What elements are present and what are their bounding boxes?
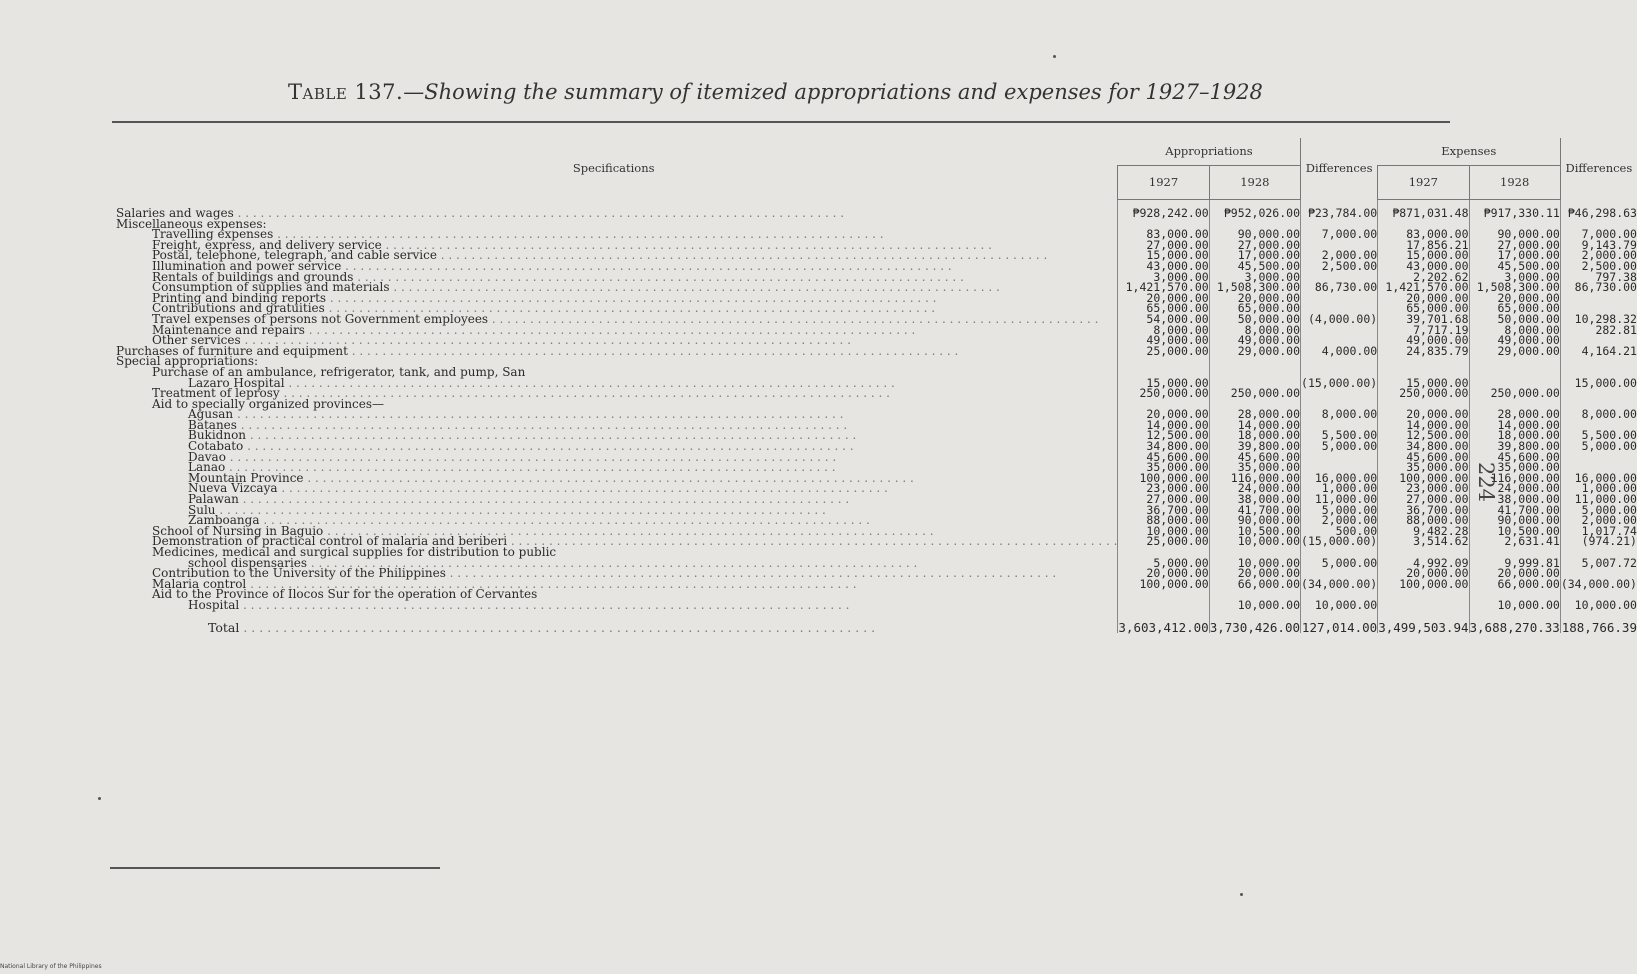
- cell-adiff: 4,000.00: [1301, 346, 1378, 357]
- print-speck: [98, 797, 101, 800]
- cell-e1928: 41,700.00: [1469, 505, 1560, 516]
- cell-ediff: 5,000.00: [1560, 505, 1637, 516]
- cell-adiff: 500.00: [1301, 526, 1378, 537]
- row-label: Aid to the Province of Ilocos Sur for the operation of Cervantes: [152, 587, 538, 602]
- cell-adiff: [1301, 356, 1378, 367]
- cell-a1927: 1,421,570.00: [1118, 282, 1209, 293]
- cell-adiff: 1,000.00: [1301, 483, 1378, 494]
- header-appropriations-1928: 1928: [1209, 166, 1300, 200]
- cell-ediff: (974.21): [1560, 536, 1637, 547]
- cell-a1928: 27,000.00: [1209, 240, 1300, 251]
- row-label: Lazaro Hospital: [188, 375, 285, 390]
- cell-a1927: 12,500.00: [1118, 430, 1209, 441]
- cell-a1927: 34,800.00: [1118, 441, 1209, 452]
- row-label: Travel expenses of persons not Government employees: [152, 311, 489, 326]
- row-specification: [110, 343, 1118, 358]
- row-label: Nueva Vizcaya: [188, 481, 278, 496]
- cell-a1927: 65,000.00: [1118, 303, 1209, 314]
- cell-e1928: 49,000.00: [1469, 335, 1560, 346]
- cell-ediff: 282.81: [1560, 325, 1637, 336]
- row-label: Consumption of supplies and materials: [152, 280, 390, 295]
- row-label: Cotabato: [188, 439, 244, 454]
- cell-e1927: [1378, 589, 1469, 600]
- cell-adiff: 5,000.00: [1301, 558, 1378, 569]
- cell-a1928: 250,000.00: [1209, 388, 1300, 399]
- cell-e1927: 88,000.00: [1378, 515, 1469, 526]
- leader-dots: . . . . . . . . . . . . . . . . . . . . . . . . . . . . . . . . . . . . . . . . . . . . . . . . . . . . . . . . . . . . . . . . . . . . . . . . . . . . . . . .: [381, 237, 992, 252]
- cell-a1928: 28,000.00: [1209, 409, 1300, 420]
- cell-e1928: 3,688,270.33: [1469, 611, 1560, 634]
- cell-ediff: 11,000.00: [1560, 494, 1637, 505]
- cell-a1927: 43,000.00: [1118, 261, 1209, 272]
- cell-adiff: 2,000.00: [1301, 250, 1378, 261]
- cell-a1928: 20,000.00: [1209, 568, 1300, 579]
- leader-dots: . . . . . . . . . . . . . . . . . . . . . . . . . . . . . . . . . . . . . . . . . . . . . . . . . . . . . . . . . . . . . . . . . . . . . . . . . . . . . . . .: [243, 439, 854, 454]
- cell-a1928: 49,000.00: [1209, 335, 1300, 346]
- leader-dots: . . . . . . . . . . . . . . . . . . . . . . . . . . . . . . . . . . . . . . . . . . . . . . . . . . . . . . . . . . . . . . . . . . . . . . . . . . . . . . . .: [246, 576, 857, 591]
- cell-e1927: ₱871,031.48: [1378, 208, 1469, 219]
- cell-e1928: 9,999.81: [1469, 558, 1560, 569]
- row-label: Aid to specially organized provinces—: [152, 396, 385, 411]
- leader-dots: . . . . . . . . . . . . . . . . . . . . . . . . . . . . . . . . . . . . . . . . . . . . . . . . . . . . . . . . . . . . . . . . . . . . . . . . . . . . . . . .: [488, 311, 1099, 326]
- cell-adiff: ₱23,784.00: [1301, 208, 1378, 219]
- row-label: Printing and binding reports: [152, 290, 327, 305]
- cell-e1927: 65,000.00: [1378, 303, 1469, 314]
- top-rule: [112, 121, 1450, 123]
- row-label: Lanao: [188, 460, 226, 475]
- bottom-rule: [110, 867, 440, 869]
- leader-dots: . . . . . . . . . . . . . . . . . . . . . . . . . . . . . . . . . . . . . . . . . . . . . . . . . . . . . . . . . . . . . . . . . . . . . . . . . . . . . . . .: [279, 386, 890, 401]
- cell-e1928: [1469, 356, 1560, 367]
- cell-e1928: 20,000.00: [1469, 293, 1560, 304]
- cell-e1927: 3,499,503.94: [1378, 611, 1469, 634]
- cell-adiff: 11,000.00: [1301, 494, 1378, 505]
- cell-adiff: 10,000.00: [1301, 600, 1378, 611]
- cell-a1927: 10,000.00: [1118, 526, 1209, 537]
- cell-a1927: 15,000.00: [1118, 250, 1209, 261]
- cell-e1928: 29,000.00: [1469, 346, 1560, 357]
- row-label: Miscellaneous expenses:: [116, 216, 267, 231]
- row-label: School of Nursing in Baguio: [152, 523, 324, 538]
- cell-ediff: 16,000.00: [1560, 473, 1637, 484]
- cell-e1928: 35,000.00: [1469, 462, 1560, 473]
- leader-dots: . . . . . . . . . . . . . . . . . . . . . . . . . . . . . . . . . . . . . . . . . . . . . . . . . . . . . . . . . . . . . . . . . . . . . . . . . . . . . . . .: [246, 428, 857, 443]
- row-label: Agusan: [188, 407, 234, 422]
- row-label: Zamboanga: [188, 513, 260, 528]
- cell-e1927: 43,000.00: [1378, 261, 1469, 272]
- row-label: Sulu: [188, 502, 216, 517]
- cell-adiff: (4,000.00): [1301, 314, 1378, 325]
- table-row: [110, 208, 1637, 219]
- cell-adiff: (15,000.00): [1301, 375, 1378, 390]
- cell-a1928: 29,000.00: [1209, 346, 1300, 357]
- row-label: Other services: [152, 333, 241, 348]
- leader-dots: . . . . . . . . . . . . . . . . . . . . . . . . . . . . . . . . . . . . . . . . . . . . . . . . . . . . . . . . . . . . . . . . . . . . . . . . . . . . . . . .: [238, 492, 850, 507]
- cell-e1927: 17,856.21: [1378, 240, 1469, 251]
- cell-ediff: 8,000.00: [1560, 409, 1637, 420]
- cell-a1927: ₱928,242.00: [1118, 208, 1209, 219]
- cell-e1928: 90,000.00: [1469, 229, 1560, 240]
- cell-e1928: 38,000.00: [1469, 494, 1560, 505]
- cell-a1927: 3,603,412.00: [1118, 611, 1209, 634]
- row-label: Illumination and power service: [152, 258, 342, 273]
- row-label: Contribution to the University of the Philippines: [152, 566, 446, 581]
- cell-ediff: 5,007.72: [1560, 558, 1637, 569]
- row-label: Bukidnon: [188, 428, 247, 443]
- cell-a1927: 14,000.00: [1118, 420, 1209, 431]
- cell-a1927: 20,000.00: [1118, 409, 1209, 420]
- cell-a1927: 8,000.00: [1118, 325, 1209, 336]
- row-label: Treatment of leprosy: [152, 386, 280, 401]
- cell-a1927: 23,000.00: [1118, 483, 1209, 494]
- cell-ediff: 797.38: [1560, 272, 1637, 283]
- print-speck: [1053, 55, 1056, 58]
- leader-dots: . . . . . . . . . . . . . . . . . . . . . . . . . . . . . . . . . . . . . . . . . . . . . . . . . . . . . . . . . . . . . . . . . . . . . . . . . . . . . . . .: [436, 248, 1048, 263]
- cell-ediff: 2,000.00: [1560, 515, 1637, 526]
- leader-dots: . . . . . . . . . . . . . . . . . . . . . . . . . . . . . . . . . . . . . . . . . . . . . . . . . . . . . . . . . . . . . . . . . . . . . . . . . . . . . . . .: [225, 449, 837, 464]
- leader-dots: . . . . . . . . . . . . . . . . . . . . . . . . . . . . . . . . . . . . . . . . . . . . . . . . . . . . . . . . . . . . . . . . . . . . . . . . . . . . . . . .: [225, 460, 836, 475]
- row-label: Total: [208, 619, 240, 635]
- cell-e1927: 23,000.00: [1378, 483, 1469, 494]
- leader-dots: . . . . . . . . . . . . . . . . . . . . . . . . . . . . . . . . . . . . . . . . . . . . . . . . . . . . . . . . . . . . . . . . . . . . . . . . . . . . . . . .: [445, 566, 1057, 581]
- header-expenses: Expenses: [1441, 144, 1497, 159]
- appropriations-table: [110, 138, 1637, 633]
- leader-dots: . . . . . . . . . . . . . . . . . . . . . . . . . . . . . . . . . . . . . . . . . . . . . . . . . . . . . . . . . . . . . . . . . . . . . . . . . . . . . . . .: [303, 470, 914, 485]
- cell-e1928: 45,500.00: [1469, 261, 1560, 272]
- row-label: Special appropriations:: [116, 354, 259, 369]
- cell-e1928: 50,000.00: [1469, 314, 1560, 325]
- header-expenses-1927: 1927: [1378, 166, 1469, 200]
- cell-adiff: (15,000.00): [1301, 534, 1378, 549]
- cell-adiff: 2,500.00: [1301, 261, 1378, 272]
- cell-ediff: [1560, 356, 1637, 367]
- cell-a1928: ₱952,026.00: [1209, 208, 1300, 219]
- cell-a1927: 88,000.00: [1118, 515, 1209, 526]
- leader-dots: . . . . . . . . . . . . . . . . . . . . . . . . . . . . . . . . . . . . . . . . . . . . . . . . . . . . . . . . . . . . . . . . . . . . . . . . . . . . . . . .: [236, 417, 848, 432]
- leader-dots: . . . . . . . . . . . . . . . . . . . . . . . . . . . . . . . . . . . . . . . . . . . . . . . . . . . . . . . . . . . . . . . . . . . . . . . . . . . . . . . .: [326, 290, 937, 305]
- leader-dots: . . . . . . . . . . . . . . . . . . . . . . . . . . . . . . . . . . . . . . . . . . . . . . . . . . . . . . . . . . . . . . . . . . . . . . . . . . . . . . . .: [353, 269, 964, 284]
- cell-adiff: [1301, 293, 1378, 304]
- cell-a1928: 1,508,300.00: [1209, 282, 1300, 293]
- cell-ediff: 5,500.00: [1560, 430, 1637, 441]
- cell-adiff: [1301, 452, 1378, 463]
- cell-adiff: 7,000.00: [1301, 229, 1378, 240]
- cell-a1927: 36,700.00: [1118, 505, 1209, 516]
- cell-adiff: 5,000.00: [1301, 441, 1378, 452]
- cell-a1928: 35,000.00: [1209, 462, 1300, 473]
- cell-e1927: 15,000.00: [1378, 250, 1469, 261]
- header-specifications: Specifications: [572, 161, 655, 176]
- cell-ediff: 86,730.00: [1560, 282, 1637, 293]
- header-appropriations-differences: Differences: [1301, 138, 1378, 200]
- row-label: Salaries and wages: [116, 206, 234, 220]
- leader-dots: . . . . . . . . . . . . . . . . . . . . . . . . . . . . . . . . . . . . . . . . . . . . . . . . . . . . . . . . . . . . . . . . . . . . . . . . . . . . . . . .: [507, 534, 1118, 549]
- print-speck: [1240, 893, 1243, 896]
- cell-a1928: 8,000.00: [1209, 325, 1300, 336]
- cell-a1928: 18,000.00: [1209, 430, 1300, 441]
- cell-a1928: 50,000.00: [1209, 314, 1300, 325]
- cell-a1928: 65,000.00: [1209, 303, 1300, 314]
- cell-adiff: 5,500.00: [1301, 430, 1378, 441]
- cell-a1928: 17,000.00: [1209, 250, 1300, 261]
- leader-dots: . . . . . . . . . . . . . . . . . . . . . . . . . . . . . . . . . . . . . . . . . . . . . . . . . . . . . . . . . . . . . . . . . . . . . . . . . . . . . . . .: [259, 513, 870, 528]
- cell-e1927: 34,800.00: [1378, 441, 1469, 452]
- cell-adiff: 5,000.00: [1301, 505, 1378, 516]
- table-body: [110, 200, 1637, 634]
- cell-e1927: 24,835.79: [1378, 346, 1469, 357]
- cell-a1927: 54,000.00: [1118, 314, 1209, 325]
- cell-e1927: 20,000.00: [1378, 568, 1469, 579]
- cell-e1927: 1,421,570.00: [1378, 282, 1469, 293]
- cell-a1928: 38,000.00: [1209, 494, 1300, 505]
- cell-a1927: 20,000.00: [1118, 568, 1209, 579]
- cell-a1928: 90,000.00: [1209, 229, 1300, 240]
- cell-e1927: 27,000.00: [1378, 494, 1469, 505]
- cell-ediff: (34,000.00): [1560, 576, 1637, 591]
- cell-e1928: 14,000.00: [1469, 420, 1560, 431]
- cell-a1927: 35,000.00: [1118, 462, 1209, 473]
- row-label: Travelling expenses: [152, 227, 274, 242]
- cell-e1928: 28,000.00: [1469, 409, 1560, 420]
- leader-dots: . . . . . . . . . . . . . . . . . . . . . . . . . . . . . . . . . . . . . . . . . . . . . . . . . . . . . . . . . . . . . . . . . . . . . . . . . . . . . . . .: [347, 343, 959, 358]
- leader-dots: . . . . . . . . . . . . . . . . . . . . . . . . . . . . . . . . . . . . . . . . . . . . . . . . . . . . . . . . . . . . . . . . . . . . . . . . . . . . . . . .: [239, 619, 876, 635]
- cell-ediff: ₱46,298.63: [1560, 208, 1637, 219]
- cell-a1928: 39,800.00: [1209, 441, 1300, 452]
- row-label: school dispensaries: [188, 555, 308, 570]
- cell-e1928: 250,000.00: [1469, 388, 1560, 399]
- cell-a1927: 100,000.00: [1118, 473, 1209, 484]
- cell-e1927: 39,701.68: [1378, 314, 1469, 325]
- cell-e1927: [1378, 600, 1469, 611]
- cell-ediff: 4,164.21: [1560, 346, 1637, 357]
- cell-ediff: 5,000.00: [1560, 441, 1637, 452]
- cell-e1927: 2,202.62: [1378, 272, 1469, 283]
- cell-e1927: 14,000.00: [1378, 420, 1469, 431]
- cell-e1928: 1,508,300.00: [1469, 282, 1560, 293]
- cell-ediff: 9,143.79: [1560, 240, 1637, 251]
- cell-a1927: 25,000.00: [1118, 536, 1209, 547]
- cell-a1927: 20,000.00: [1118, 293, 1209, 304]
- cell-a1928: 90,000.00: [1209, 515, 1300, 526]
- row-label: Freight, express, and delivery service: [152, 237, 382, 252]
- leader-dots: . . . . . . . . . . . . . . . . . . . . . . . . . . . . . . . . . . . . . . . . . . . . . . . . . . . . . . . . . . . . . . . . . . . . . . . . . . . . . . . .: [239, 597, 850, 612]
- cell-adiff: 8,000.00: [1301, 409, 1378, 420]
- cell-e1927: 100,000.00: [1378, 579, 1469, 590]
- total-row: [110, 611, 1637, 634]
- cell-e1928: 39,800.00: [1469, 441, 1560, 452]
- cell-e1927: 45,600.00: [1378, 452, 1469, 463]
- cell-ediff: 188,766.39: [1560, 611, 1637, 634]
- cell-a1928: 41,700.00: [1209, 505, 1300, 516]
- cell-adiff: [1301, 325, 1378, 336]
- cell-e1928: 8,000.00: [1469, 325, 1560, 336]
- header-appropriations: Appropriations: [1165, 144, 1253, 159]
- cell-a1927: 100,000.00: [1118, 579, 1209, 590]
- cell-ediff: 2,500.00: [1560, 261, 1637, 272]
- table-row: [110, 600, 1637, 611]
- cell-a1928: 20,000.00: [1209, 293, 1300, 304]
- row-label: Mountain Province: [188, 470, 304, 485]
- leader-dots: . . . . . . . . . . . . . . . . . . . . . . . . . . . . . . . . . . . . . . . . . . . . . . . . . . . . . . . . . . . . . . . . . . . . . . . . . . . . . . . .: [273, 227, 884, 242]
- row-label: Medicines, medical and surgical supplies for distribution to public: [152, 545, 557, 559]
- cell-e1928: 116,000.00: [1469, 473, 1560, 484]
- cell-a1928: 66,000.00: [1209, 579, 1300, 590]
- cell-e1927: 100,000.00: [1378, 473, 1469, 484]
- row-label: Postal, telephone, telegraph, and cable service: [152, 248, 437, 263]
- cell-e1927: 12,500.00: [1378, 430, 1469, 441]
- cell-e1927: 20,000.00: [1378, 293, 1469, 304]
- cell-a1928: 45,500.00: [1209, 261, 1300, 272]
- cell-e1927: 36,700.00: [1378, 505, 1469, 516]
- leader-dots: . . . . . . . . . . . . . . . . . . . . . . . . . . . . . . . . . . . . . . . . . . . . . . . . . . . . . . . . . . . . . . . . . . . . . . . . . . . . . . . .: [233, 407, 844, 422]
- row-specification: [110, 611, 1118, 634]
- cell-a1928: 24,000.00: [1209, 483, 1300, 494]
- leader-dots: . . . . . . . . . . . . . . . . . . . . . . . . . . . . . . . . . . . . . . . . . . . . . . . . . . . . . . . . . . . . . . . . . . . . . . . . . . . . . . . .: [284, 375, 895, 390]
- row-specification: [110, 597, 1118, 612]
- row-label: Davao: [188, 449, 226, 464]
- row-label: Maintenance and repairs: [152, 322, 305, 337]
- cell-e1927: 7,717.19: [1378, 325, 1469, 336]
- cell-a1928: [1209, 367, 1300, 378]
- cell-a1927: 49,000.00: [1118, 335, 1209, 346]
- cell-e1927: 250,000.00: [1378, 388, 1469, 399]
- leader-dots: . . . . . . . . . . . . . . . . . . . . . . . . . . . . . . . . . . . . . . . . . . . . . . . . . . . . . . . . . . . . . . . . . . . . . . . . . . . . . . . .: [324, 301, 936, 316]
- leader-dots: . . . . . . . . . . . . . . . . . . . . . . . . . . . . . . . . . . . . . . . . . . . . . . . . . . . . . . . . . . . . . . . . . . . . . . . . . . . . . . . .: [389, 280, 1000, 295]
- cell-a1927: 45,600.00: [1118, 452, 1209, 463]
- cell-ediff: [1560, 388, 1637, 399]
- cell-e1928: [1469, 367, 1560, 378]
- cell-a1928: 10,000.00: [1209, 558, 1300, 569]
- header-appropriations-1927: 1927: [1118, 166, 1209, 200]
- cell-e1928: 2,631.41: [1469, 536, 1560, 547]
- cell-e1928: 45,600.00: [1469, 452, 1560, 463]
- cell-ediff: [1560, 452, 1637, 463]
- cell-ediff: 2,000.00: [1560, 250, 1637, 261]
- cell-e1928: ₱917,330.11: [1469, 208, 1560, 219]
- cell-ediff: 1,000.00: [1560, 483, 1637, 494]
- footer-credit: National Library of the Philippines: [0, 963, 102, 970]
- cell-a1927: 27,000.00: [1118, 494, 1209, 505]
- cell-e1927: 83,000.00: [1378, 229, 1469, 240]
- cell-e1927: 9,482.28: [1378, 526, 1469, 537]
- table-title: [288, 80, 1288, 104]
- cell-a1928: 14,000.00: [1209, 420, 1300, 431]
- cell-a1927: [1118, 589, 1209, 600]
- cell-e1927: 3,514.62: [1378, 536, 1469, 547]
- cell-e1928: 90,000.00: [1469, 515, 1560, 526]
- cell-a1927: 15,000.00: [1118, 378, 1209, 389]
- cell-ediff: 10,000.00: [1560, 600, 1637, 611]
- row-label: Rentals of buildings and grounds: [152, 269, 354, 284]
- table-label: Table 137.: [288, 80, 404, 104]
- cell-a1928: 45,600.00: [1209, 452, 1300, 463]
- leader-dots: . . . . . . . . . . . . . . . . . . . . . . . . . . . . . . . . . . . . . . . . . . . . . . . . . . . . . . . . . . . . . . . . . . . . . . . . . . . . . . . .: [307, 555, 918, 570]
- cell-ediff: 10,298.32: [1560, 314, 1637, 325]
- cell-adiff: 16,000.00: [1301, 473, 1378, 484]
- cell-ediff: 1,017.74: [1560, 526, 1637, 537]
- cell-e1928: 24,000.00: [1469, 483, 1560, 494]
- cell-e1927: 20,000.00: [1378, 409, 1469, 420]
- cell-adiff: 2,000.00: [1301, 515, 1378, 526]
- cell-adiff: (34,000.00): [1301, 576, 1378, 591]
- cell-e1928: 10,500.00: [1469, 526, 1560, 537]
- row-label: Batanes: [188, 417, 237, 432]
- cell-a1928: 10,500.00: [1209, 526, 1300, 537]
- row-label: Purchase of an ambulance, refrigerator, tank, and pump, San: [152, 364, 526, 379]
- cell-a1928: 3,000.00: [1209, 272, 1300, 283]
- row-label: Contributions and gratuities: [152, 301, 325, 316]
- cell-adiff: [1301, 388, 1378, 399]
- cell-a1928: 10,000.00: [1209, 536, 1300, 547]
- leader-dots: . . . . . . . . . . . . . . . . . . . . . . . . . . . . . . . . . . . . . . . . . . . . . . . . . . . . . . . . . . . . . . . . . . . . . . . . . . . . . . . .: [304, 322, 916, 337]
- cell-e1928: 18,000.00: [1469, 430, 1560, 441]
- leader-dots: . . . . . . . . . . . . . . . . . . . . . . . . . . . . . . . . . . . . . . . . . . . . . . . . . . . . . . . . . . . . . . . . . . . . . . . . . . . . . . . .: [215, 502, 826, 517]
- cell-e1928: 66,000.00: [1469, 579, 1560, 590]
- cell-a1927: 25,000.00: [1118, 346, 1209, 357]
- cell-a1928: 3,730,426.00: [1209, 611, 1300, 634]
- cell-a1928: 116,000.00: [1209, 473, 1300, 484]
- cell-adiff: 86,730.00: [1301, 282, 1378, 293]
- header-expenses-differences: Differences: [1560, 138, 1637, 200]
- row-label: Palawan: [188, 492, 239, 507]
- cell-a1927: 83,000.00: [1118, 229, 1209, 240]
- table-caption: —Showing the summary of itemized appropriations and expenses for 1927–1928: [403, 80, 1263, 104]
- cell-e1927: 35,000.00: [1378, 462, 1469, 473]
- cell-ediff: 7,000.00: [1560, 229, 1637, 240]
- header-expenses-1928: 1928: [1469, 166, 1560, 200]
- cell-a1927: 250,000.00: [1118, 388, 1209, 399]
- cell-e1928: 3,000.00: [1469, 272, 1560, 283]
- cell-e1928: 27,000.00: [1469, 240, 1560, 251]
- cell-a1928: [1209, 356, 1300, 367]
- cell-e1927: [1378, 356, 1469, 367]
- cell-e1928: 10,000.00: [1469, 600, 1560, 611]
- leader-dots: . . . . . . . . . . . . . . . . . . . . . . . . . . . . . . . . . . . . . . . . . . . . . . . . . . . . . . . . . . . . . . . . . . . . . . . . . . . . . . . .: [323, 523, 934, 538]
- cell-a1927: 27,000.00: [1118, 240, 1209, 251]
- cell-a1927: 3,000.00: [1118, 272, 1209, 283]
- leader-dots: . . . . . . . . . . . . . . . . . . . . . . . . . . . . . . . . . . . . . . . . . . . . . . . . . . . . . . . . . . . . . . . . . . . . . . . . . . . . . . . .: [277, 481, 888, 496]
- cell-a1927: [1118, 356, 1209, 367]
- cell-e1927: 4,992.09: [1378, 558, 1469, 569]
- row-label: Demonstration of practical control of malaria and beriberi: [152, 534, 508, 549]
- row-label: Purchases of furniture and equipment: [116, 343, 348, 358]
- leader-dots: . . . . . . . . . . . . . . . . . . . . . . . . . . . . . . . . . . . . . . . . . . . . . . . . . . . . . . . . . . . . . . . . . . . . . . . . . . . . . . . .: [233, 206, 845, 220]
- cell-a1927: [1118, 600, 1209, 611]
- row-label: Malaria control: [152, 576, 247, 591]
- cell-a1928: 10,000.00: [1209, 600, 1300, 611]
- cell-ediff: [1560, 293, 1637, 304]
- cell-adiff: 127,014.00: [1301, 611, 1378, 634]
- cell-e1928: 20,000.00: [1469, 568, 1560, 579]
- page-number: 224: [1474, 461, 1499, 503]
- row-label: Hospital: [188, 597, 240, 612]
- cell-e1927: 49,000.00: [1378, 335, 1469, 346]
- cell-e1928: 17,000.00: [1469, 250, 1560, 261]
- leader-dots: . . . . . . . . . . . . . . . . . . . . . . . . . . . . . . . . . . . . . . . . . . . . . . . . . . . . . . . . . . . . . . . . . . . . . . . . . . . . . . . .: [240, 333, 851, 348]
- table-row: [110, 346, 1637, 357]
- cell-a1927: 5,000.00: [1118, 558, 1209, 569]
- leader-dots: . . . . . . . . . . . . . . . . . . . . . . . . . . . . . . . . . . . . . . . . . . . . . . . . . . . . . . . . . . . . . . . . . . . . . . . . . . . . . . . .: [341, 258, 952, 273]
- cell-e1927: 15,000.00: [1378, 378, 1469, 389]
- cell-ediff: 15,000.00: [1560, 378, 1637, 389]
- cell-e1928: 65,000.00: [1469, 303, 1560, 314]
